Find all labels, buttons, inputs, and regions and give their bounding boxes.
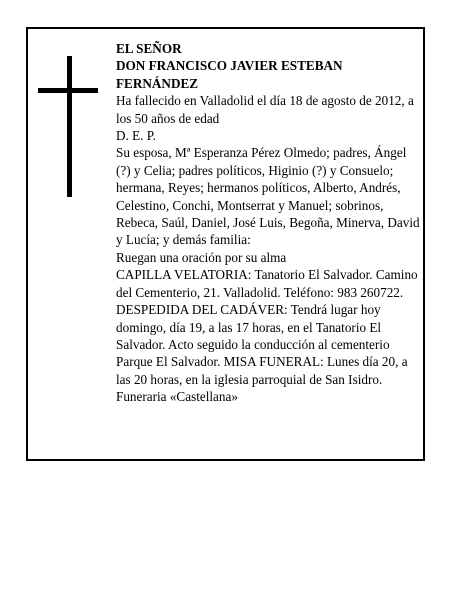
obituary-notice [26, 27, 425, 461]
death-announcement: Ha fallecido en Valladolid el día 18 de agosto de 2012, a los 50 años de edad [116, 93, 414, 126]
deceased-name: DON FRANCISCO JAVIER ESTEBAN FERNÁNDEZ [116, 58, 343, 91]
funeral-home: Funeraria «Castellana» [116, 389, 238, 405]
cross-vertical-bar [67, 56, 72, 197]
prayer-request: Ruegan una oración por su alma [116, 249, 287, 265]
cross-horizontal-bar [38, 88, 98, 93]
farewell-info: DESPEDIDA DEL CADÁVER: Tendrá lugar hoy domingo, día 19, a las 17 horas, en el Tanatorio El Salvador. Acto seguido la conducción al cementerio Parque El Salvador. MISA FUNERAL: Lunes día 20, a las 20 horas, en la iglesia parroquial de San Isidro. [116, 302, 408, 387]
family-list: Su esposa, Mª Esperanza Pérez Olmedo; padres, Ángel (?) y Celia; padres políticos, Higinio (?) y Consuelo; hermana, Reyes; hermanos políticos, Alberto, Andrés, Celestino, Conchi, Montserrat y Manuel; sobrinos, Rebeca, Saúl, Daniel, José Luis, Begoña, Minerva, David y Lucía; y demás familia: [116, 145, 420, 248]
dep-line: D. E. P. [116, 128, 156, 144]
chapel-info: CAPILLA VELATORIA: Tanatorio El Salvador. Camino del Cementerio, 21. Valladolid. Teléfono: 983 260722. [116, 267, 418, 300]
heading: EL SEÑOR [116, 41, 182, 56]
obituary-text [116, 40, 420, 406]
